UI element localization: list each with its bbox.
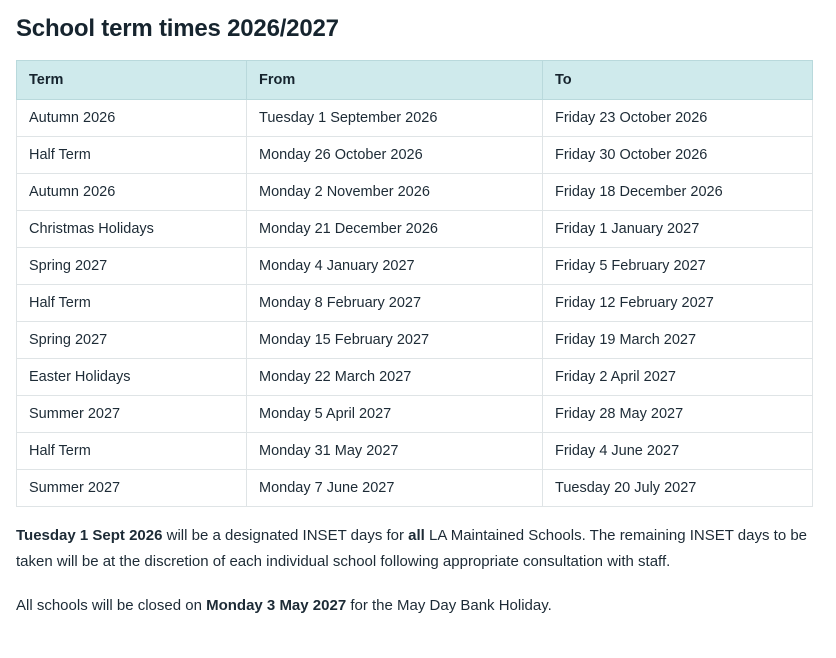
cell-to: Friday 18 December 2026: [543, 174, 813, 211]
notes-section: [16, 523, 820, 619]
bank-holiday-text-1: All schools will be closed on: [16, 597, 207, 614]
inset-note-text-2: LA Maintained Schools. The remaining INSET days to be taken will be at the discretion of each individual school following appropriate consultation with staff.: [16, 527, 808, 570]
column-header-from: From: [247, 61, 543, 100]
cell-to: Friday 12 February 2027: [543, 285, 813, 322]
table-row: [17, 285, 813, 322]
cell-to: Friday 2 April 2027: [543, 359, 813, 396]
table-body: [17, 100, 813, 507]
bank-holiday-text-2: for the May Day Bank Holiday.: [346, 597, 552, 614]
cell-to: Friday 1 January 2027: [543, 211, 813, 248]
table-header-row: [17, 61, 813, 100]
cell-term: Spring 2027: [17, 322, 247, 359]
inset-all-bold: all: [408, 527, 425, 544]
cell-term: Summer 2027: [17, 396, 247, 433]
cell-term: Autumn 2026: [17, 100, 247, 137]
table-row: [17, 396, 813, 433]
cell-from: Monday 31 May 2027: [247, 433, 543, 470]
cell-term: Autumn 2026: [17, 174, 247, 211]
cell-to: Friday 23 October 2026: [543, 100, 813, 137]
cell-from: Monday 26 October 2026: [247, 137, 543, 174]
bank-holiday-note: [16, 593, 820, 619]
table-row: [17, 359, 813, 396]
table-row: [17, 211, 813, 248]
table-row: [17, 174, 813, 211]
cell-term: Easter Holidays: [17, 359, 247, 396]
cell-term: Summer 2027: [17, 470, 247, 507]
cell-term: Half Term: [17, 285, 247, 322]
cell-from: Monday 4 January 2027: [247, 248, 543, 285]
cell-to: Friday 30 October 2026: [543, 137, 813, 174]
inset-note-text-1: will be a designated INSET days for: [162, 527, 409, 544]
cell-from: Monday 15 February 2027: [247, 322, 543, 359]
inset-date-bold: Tuesday 1 Sept 2026: [16, 527, 163, 544]
column-header-term: Term: [17, 61, 247, 100]
cell-to: Friday 28 May 2027: [543, 396, 813, 433]
cell-from: Monday 7 June 2027: [247, 470, 543, 507]
cell-term: Half Term: [17, 137, 247, 174]
cell-term: Spring 2027: [17, 248, 247, 285]
table-row: [17, 322, 813, 359]
term-dates-table: [16, 60, 813, 507]
table-row: [17, 248, 813, 285]
cell-to: Tuesday 20 July 2027: [543, 470, 813, 507]
page-title: School term times 2026/2027: [16, 15, 339, 42]
cell-from: Monday 21 December 2026: [247, 211, 543, 248]
cell-from: Monday 5 April 2027: [247, 396, 543, 433]
cell-from: Monday 8 February 2027: [247, 285, 543, 322]
column-header-to: To: [543, 61, 813, 100]
cell-from: Tuesday 1 September 2026: [247, 100, 543, 137]
cell-from: Monday 22 March 2027: [247, 359, 543, 396]
table-header: [17, 61, 813, 100]
cell-to: Friday 4 June 2027: [543, 433, 813, 470]
cell-to: Friday 5 February 2027: [543, 248, 813, 285]
table-row: [17, 470, 813, 507]
cell-term: Christmas Holidays: [17, 211, 247, 248]
table-row: [17, 100, 813, 137]
cell-from: Monday 2 November 2026: [247, 174, 543, 211]
bank-holiday-date-bold: Monday 3 May 2027: [206, 597, 347, 614]
table-row: [17, 137, 813, 174]
cell-term: Half Term: [17, 433, 247, 470]
inset-days-note: [16, 523, 820, 575]
cell-to: Friday 19 March 2027: [543, 322, 813, 359]
table-row: [17, 433, 813, 470]
